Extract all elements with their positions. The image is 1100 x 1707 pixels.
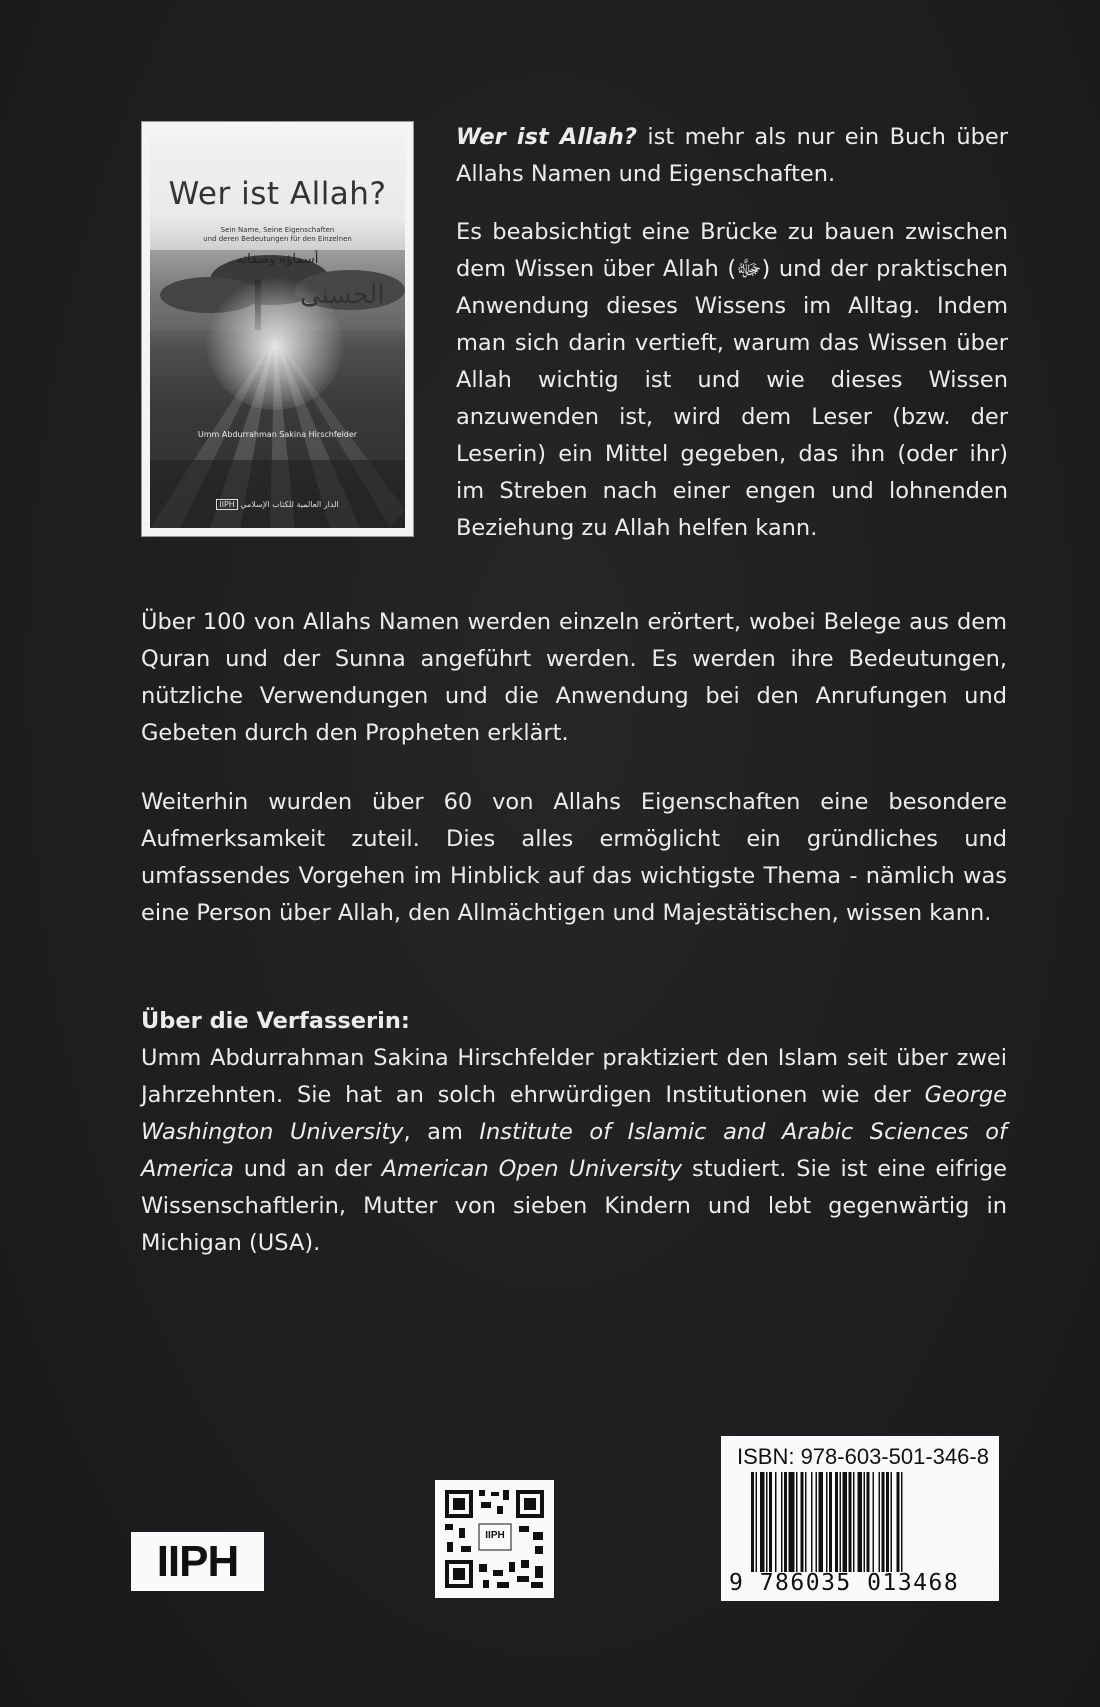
cover-arabic-calligraphy: الحسنى	[300, 280, 385, 310]
barcode-bar	[901, 1472, 903, 1572]
barcode-bar	[873, 1472, 875, 1572]
barcode-bar	[853, 1472, 855, 1572]
barcode-bar	[801, 1472, 804, 1572]
cover-publisher	[150, 500, 405, 509]
cover-publisher-arabic: الدار العالمية للكتاب الإسلامي	[240, 500, 339, 509]
paragraph-attributes-text: Weiterhin wurden über 60 von Allahs Eigenschaften eine besondere Aufmerksamkeit zuteil. Dies alles ermöglicht ein gründliches und umfassendes Vorgehen im Hinblick auf das wichtigste Thema - nämlich was eine Person über Allah, den Allmächtigen und Majestätischen, wissen kann.	[141, 789, 1007, 926]
barcode-graphic	[729, 1472, 991, 1572]
barcode-bar	[756, 1472, 758, 1572]
barcode-bar	[789, 1472, 795, 1572]
barcode-bar	[882, 1472, 885, 1572]
cover-arabic-line: أسماؤه وصفاته	[236, 252, 319, 267]
barcode-bar	[751, 1472, 754, 1572]
barcode-bar	[858, 1472, 863, 1572]
isbn-label: ISBN: 978-603-501-346-8	[737, 1444, 989, 1469]
cover-author: Umm Abdurrahman Sakina Hirschfelder	[197, 430, 358, 439]
barcode-bar	[897, 1472, 900, 1572]
barcode-bar	[769, 1472, 772, 1572]
publisher-logo: IIPH	[131, 1532, 264, 1591]
qr-code	[435, 1480, 554, 1598]
barcode-bar	[775, 1472, 777, 1572]
barcode-bar	[864, 1472, 866, 1572]
author-section	[141, 1003, 1007, 1262]
barcode-bar	[781, 1472, 783, 1572]
barcode-bar	[849, 1472, 852, 1572]
author-bio-part1: Umm Abdurrahman Sakina Hirschfelder praktiziert den Islam seit über zwei Jahrzehnten. Sie hat an solch ehrwürdigen Institutionen wie der	[141, 1045, 1007, 1108]
qr-center-label: IIPH	[485, 1530, 505, 1541]
barcode-bar	[760, 1472, 765, 1572]
paragraph-purpose	[456, 214, 1008, 547]
author-bio-part2: , am	[403, 1119, 480, 1145]
institution-iiasa: Institute of Islamic and Arabic Sciences of America	[141, 1119, 1007, 1182]
barcode-bar	[843, 1472, 848, 1572]
barcode-bar	[829, 1472, 832, 1572]
cover-title: Wer ist Allah?	[168, 176, 387, 212]
barcode-bar	[867, 1472, 870, 1572]
barcode-bar	[826, 1472, 828, 1572]
institution-aou: American Open University	[381, 1156, 683, 1182]
cover-subtitle-line1: Sein Name, Seine Eigenschaften	[220, 226, 335, 234]
cover-publisher-logo: IIPH	[216, 499, 238, 510]
barcode-bar	[784, 1472, 787, 1572]
barcode-bar	[891, 1472, 893, 1572]
barcode-bar	[840, 1472, 842, 1572]
author-bio	[141, 1040, 1007, 1262]
cover-subtitle	[160, 226, 395, 244]
book-title-italic: Wer ist Allah?	[456, 124, 637, 150]
intro-text: ist mehr als nur ein Buch über Allahs Namen und Eigenschaften.	[456, 124, 1009, 187]
author-bio-part3: und an der	[233, 1156, 382, 1182]
barcode-bar	[835, 1472, 838, 1572]
isbn-barcode-box	[721, 1436, 999, 1601]
cover-thumbnail-image	[150, 130, 405, 528]
intro-paragraph	[456, 119, 1008, 193]
barcode-bar	[796, 1472, 798, 1572]
barcode-bar	[766, 1472, 768, 1572]
barcode-bar	[886, 1472, 889, 1572]
author-bio-part4: studiert. Sie ist eine eifrige Wissenschaftlerin, Mutter von sieben Kindern und lebt gegenwärtig in Michigan (USA).	[141, 1156, 1007, 1256]
cover-subtitle-line2: und deren Bedeutungen für den Einzelnen	[203, 235, 352, 243]
barcode-bar	[811, 1472, 813, 1572]
paragraph-purpose-text: Es beabsichtigt eine Brücke zu bauen zwischen dem Wissen über Allah (ﷻ) und der praktischen Anwendung dieses Wissens im Alltag. Indem man sich darin vertieft, warum das Wissen über Allah wichtig ist und wie dieses Wissen anzuwenden ist, wird dem Leser (bzw. der Leserin) ein Mittel gegeben, das ihn (oder ihr) im Streben nach einer engen und lohnenden Beziehung zu Allah helfen kann.	[456, 219, 1008, 541]
barcode-bar	[805, 1472, 807, 1572]
institution-gwu: George Washington University	[141, 1082, 1007, 1145]
barcode-bar	[816, 1472, 818, 1572]
paragraph-names	[141, 604, 1007, 752]
paragraph-names-text: Über 100 von Allahs Namen werden einzeln erörtert, wobei Belege aus dem Quran und der Sunna angeführt werden. Es werden ihre Bedeutungen, nützliche Verwendungen und die Anwendung bei den Anrufungen und Gebeten durch den Propheten erklärt.	[141, 609, 1007, 746]
barcode-bar	[819, 1472, 824, 1572]
paragraph-attributes	[141, 784, 1007, 932]
cover-thumbnail	[142, 122, 413, 536]
barcode-bar	[879, 1472, 881, 1572]
author-heading: Über die Verfasserin:	[141, 1008, 410, 1034]
isbn-digits: 9 786035 013468	[729, 1570, 960, 1596]
